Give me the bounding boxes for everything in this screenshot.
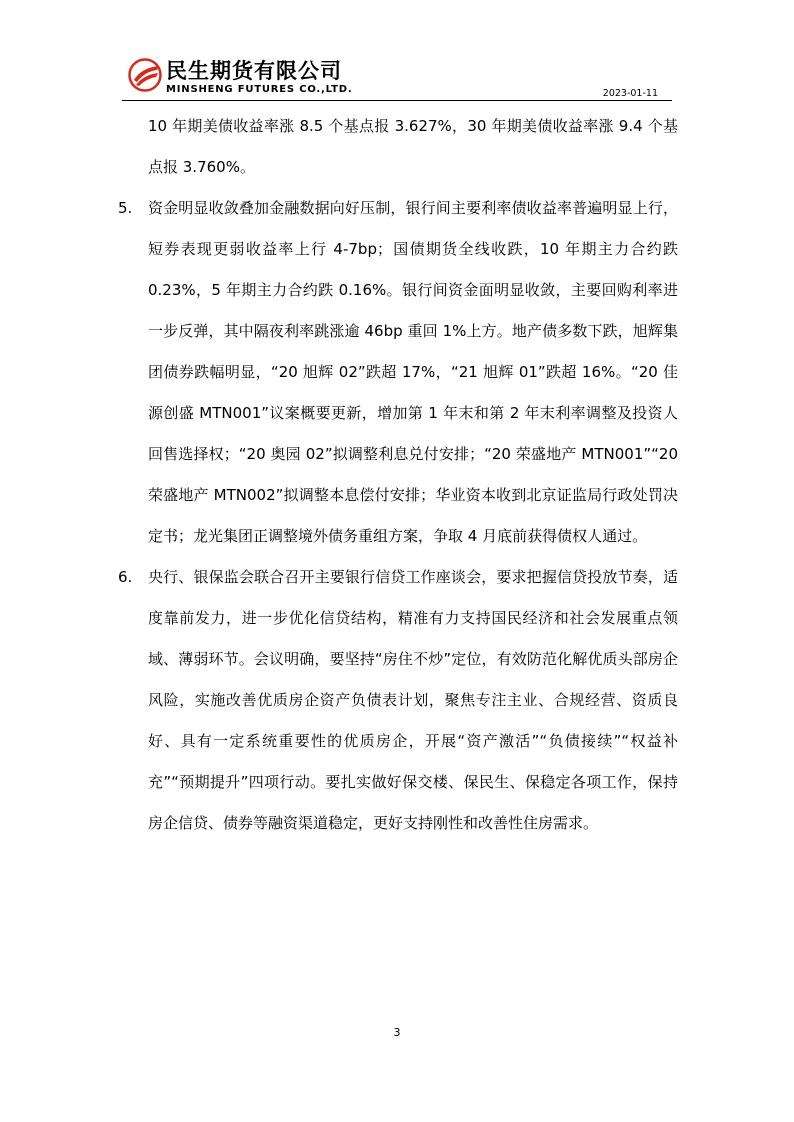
company-name-cn: 民生期货有限公司 (166, 59, 342, 83)
minsheng-logo-icon (128, 58, 162, 92)
list-item-number: 6. (118, 568, 133, 586)
continued-paragraph-text: 10 年期美债收益率涨 8.5 个基点报 3.627%，30 年期美债收益率涨 9.4 个基点报 3.760%。 (148, 117, 678, 176)
page-number: 3 (393, 1026, 401, 1039)
page-header (122, 54, 672, 102)
report-body (118, 106, 678, 844)
list-item-text: 资金明显收敛叠加金融数据向好压制，银行间主要利率债收益率普遍明显上行，短券表现更弱收益率上行 4-7bp；国债期货全线收跌，10 年期主力合约跌 0.23%，5 年期主力合约跌 0.16%。银行间资金面明显收敛，主要回购利率进一步反弹，其中隔夜利率跳涨逾 46bp 重回 1%上方。地产债多数下跌，旭辉集团债券跌幅明显，“20 旭辉 02”跌超 17%，“21 旭辉 01”跌超 16%。“20 佳源创盛 MTN001”议案概要更新，增加第 1 年末和第 2 年末利率调整及投资人回售选择权；“20 奥园 02”拟调整利息兑付安排；“20 荣盛地产 MTN001”“20 荣盛地产 MTN002”拟调整本息偿付安排；华业资本收到北京证监局行政处罚决定书；龙光集团正调整境外债务重组方案，争取 4 月底前获得债权人通过。 (148, 199, 678, 545)
company-name-en: MINSHENG FUTURES CO.,LTD. (166, 84, 353, 95)
list-item-text: 央行、银保监会联合召开主要银行信贷工作座谈会，要求把握信贷投放节奏，适度靠前发力，进一步优化信贷结构，精准有力支持国民经济和社会发展重点领域、薄弱环节。会议明确，要坚持“房住不炒”定位，有效防范化解优质头部房企风险，实施改善优质房企资产负债表计划，聚焦专注主业、合规经营、资质良好、具有一定系统重要性的优质房企，开展“资产激活”“负债接续”“权益补充”“预期提升”四项行动。要扎实做好保交楼、保民生、保稳定各项工作，保持房企信贷、债券等融资渠道稳定，更好支持刚性和改善性住房需求。 (148, 568, 678, 832)
list-item (118, 557, 678, 844)
list-item-number: 5. (118, 199, 133, 217)
header-divider (122, 100, 672, 101)
report-date: 2023-01-11 (602, 88, 658, 99)
continued-paragraph (118, 106, 678, 188)
list-item (118, 188, 678, 557)
